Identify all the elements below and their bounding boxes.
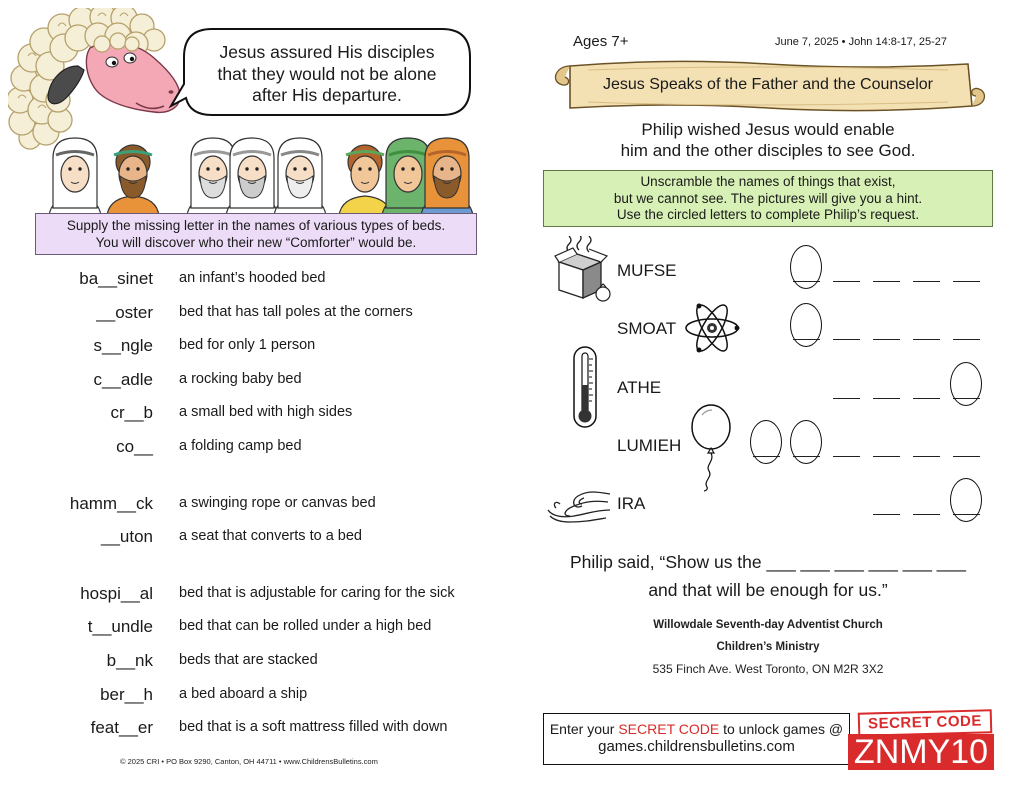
puzzle-row [600,424,1000,468]
bed-row [0,644,512,678]
bed-word: ber__h [100,684,153,704]
bed-clue: bed that is a soft mattress filled with down [179,719,448,736]
bed-word: t__undle [87,617,153,637]
disciple-figure [49,138,101,216]
scrambled-word: IRA [617,494,646,513]
bed-row [0,363,512,397]
bed-word-list [0,262,512,745]
instruction-line: You will discover who their new “Comforter” would be. [95,235,417,250]
bed-row [0,711,512,745]
bed-word: feat__er [90,718,153,738]
speech-line: Jesus assured His disciples [219,42,435,62]
age-label: Ages 7+ [573,33,629,50]
bed-row [0,610,512,644]
bed-word: s__ngle [93,336,153,356]
bed-clue: a bed aboard a ship [179,685,308,702]
bed-group [0,487,512,554]
puzzle-row [600,249,1000,293]
answer-blank [913,281,940,282]
bed-row [0,430,512,464]
bed-clue: bed that has tall poles at the corners [179,303,413,320]
bed-word: co__ [116,436,153,456]
lesson-title: Jesus Speaks of the Father and the Counselor [603,76,933,93]
answer-line: Philip said, “Show us the ___ ___ ___ ___ ___ ___ [570,552,966,572]
bed-row [0,329,512,363]
speech-line: after His departure. [252,85,402,105]
bed-clue: bed that is adjustable for caring for the sick [179,584,455,601]
bed-group [0,577,512,745]
answer-blank [833,281,860,282]
answer-blank [873,456,900,457]
copyright-footer: © 2025 CRI • PO Box 9290, Canton, OH 44711 • www.ChildrensBulletins.com [120,757,378,766]
bed-word: __uton [101,527,153,547]
puzzle-row [600,307,1000,351]
bed-row [0,262,512,296]
bed-clue: bed that can be rolled under a high bed [179,618,432,635]
circled-letter-slot [950,478,982,522]
secret-code-value: ZNMY10 [848,734,994,770]
games-url: games.childrensbulletins.com [598,738,795,755]
bed-row [0,678,512,712]
bed-row [0,296,512,330]
circled-letter-slot [750,420,782,464]
bed-row [0,520,512,554]
instruction-line: Unscramble the names of things that exist, [640,174,896,189]
church-address: 535 Finch Ave. West Toronto, ON M2R 3X2 [652,662,884,676]
bed-clue: beds that are stacked [179,651,318,668]
scrambled-word: ATHE [617,377,662,397]
instruction-text: Enter your [549,721,619,737]
answer-blank [833,398,860,399]
scrambled-word: LUMIEH [617,435,682,455]
bed-clue: a small bed with high sides [179,404,353,421]
answer-sentence [548,548,988,604]
secret-code-stamp: SECRET CODE [858,709,993,736]
answer-blank [873,339,900,340]
puzzle-row [600,366,1000,410]
answer-blank [833,339,860,340]
instruction-line: but we cannot see. The pictures will give you a hint. [613,190,923,206]
circled-letter-slot [790,420,822,464]
answer-blank [953,456,980,457]
answer-blank [953,339,980,340]
church-ministry: Children’s Ministry [716,641,820,653]
answer-blank [913,398,940,399]
bed-word: c__adle [93,369,153,389]
puzzle-row [600,482,1000,526]
circled-letter-slot [950,362,982,406]
intro-line: Philip wished Jesus would enable [641,120,895,139]
disciple-figure [107,145,159,216]
answer-blank [873,514,900,515]
disciple-figure [421,138,473,216]
circled-letter-slot [790,303,822,347]
bed-clue: a folding camp bed [179,437,302,454]
answer-blank [833,456,860,457]
answer-line: and that will be enough for us.” [648,580,888,600]
bed-word: hospi__al [80,583,153,603]
church-info [598,614,938,680]
bed-word: b__nk [106,650,153,670]
instruction-line: Supply the missing letter in the names of various types of beds. [66,218,446,233]
date-scripture-reference: June 7, 2025 • John 14:8-17, 25-27 [775,36,948,48]
bed-word: hamm__ck [69,493,153,513]
puzzle-instructions-box [543,170,993,227]
disciple-figure [274,138,326,216]
thermometer-icon [569,345,601,430]
disciple-figure [226,138,278,216]
answer-blank [913,456,940,457]
bed-clue: a rocking baby bed [179,370,302,387]
answer-blank [873,281,900,282]
secret-code-box [543,713,850,765]
speech-line: that they would not be alone [217,63,437,84]
answer-blank [953,281,980,282]
disciples-illustration [40,128,485,216]
intro-text [548,119,988,161]
scrambled-word: SMOAT [617,319,677,339]
answer-blank [873,398,900,399]
bed-row [0,577,512,611]
speech-bubble-text [184,42,470,107]
disciple-figure [339,145,391,216]
bed-word: __oster [96,302,153,322]
secret-code-instruction [544,720,849,738]
bed-clue: bed for only 1 person [179,337,316,354]
bed-word: ba__sinet [79,269,153,288]
bed-clue: a swinging rope or canvas bed [179,494,376,511]
instruction-line: Use the circled letters to complete Philip’s request. [616,207,920,222]
bed-row [0,396,512,430]
bed-clue: an infant’s hooded bed [179,270,326,286]
circled-letter-slot [790,245,822,289]
scrambled-word: MUFSE [617,261,677,280]
answer-blank [913,339,940,340]
answer-blank [913,514,940,515]
bed-group [0,262,512,464]
instruction-text: to unlock games @ [719,721,844,737]
church-name: Willowdale Seventh-day Adventist Church [653,619,883,631]
bed-clue: a seat that converts to a bed [179,528,362,545]
intro-line: him and the other disciples to see God. [620,141,916,160]
bed-word: cr__b [110,403,153,423]
bed-row [0,487,512,521]
bed-instructions-box [35,213,477,255]
secret-code-label: SECRET CODE [618,721,720,737]
